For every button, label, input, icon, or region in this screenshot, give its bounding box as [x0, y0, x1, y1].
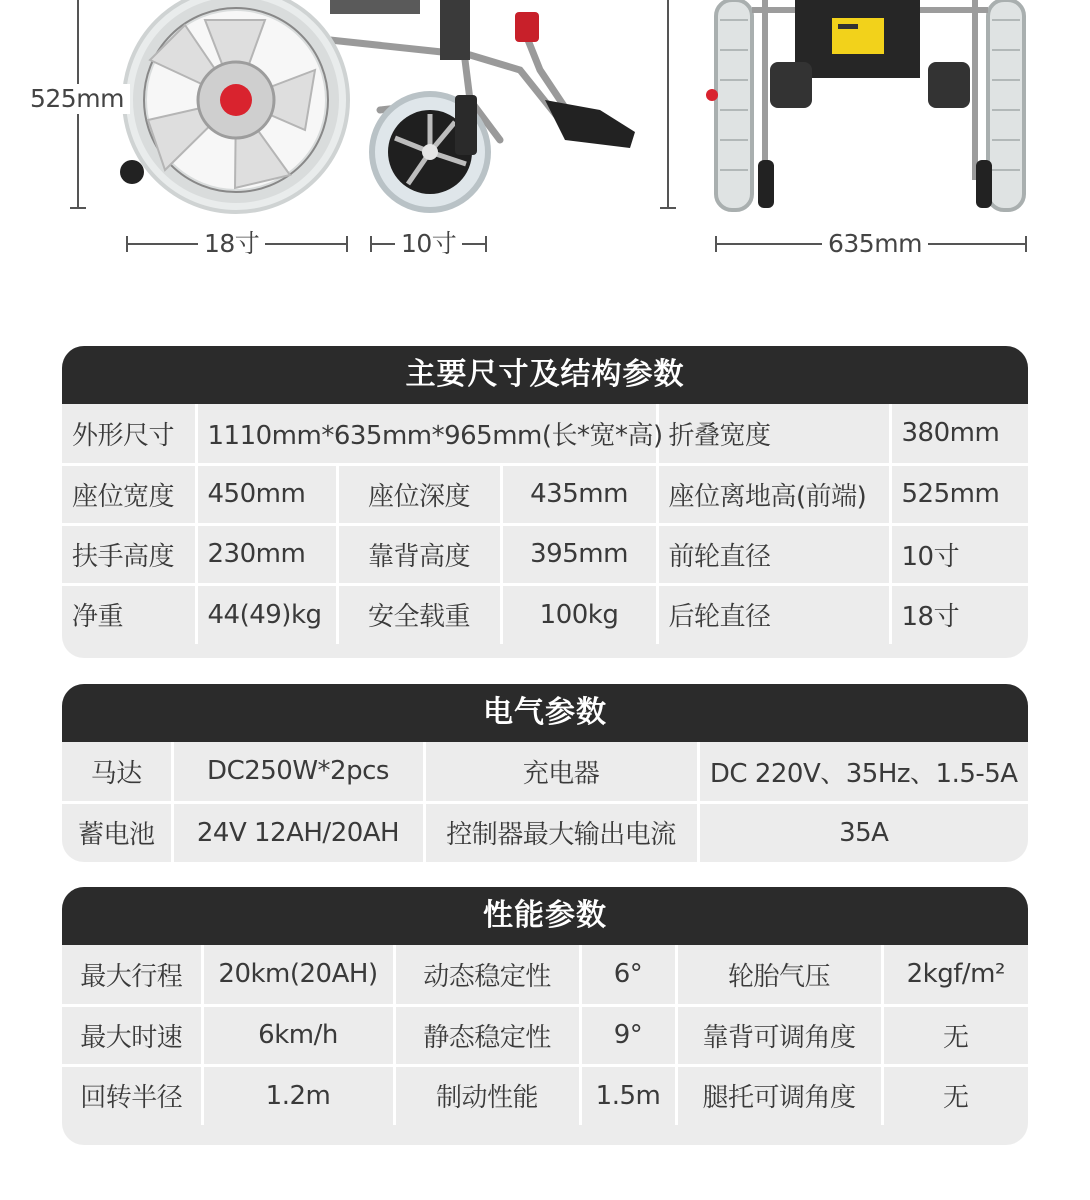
table-row — [62, 742, 1028, 802]
spec-value: 100kg — [501, 584, 657, 644]
spec-key: 马达 — [62, 742, 172, 802]
spec-value: 1.2m — [202, 1065, 394, 1125]
spec-key: 靠背高度 — [337, 524, 501, 584]
electrical-spec-panel — [62, 684, 1028, 862]
spec-key: 座位宽度 — [62, 464, 196, 524]
spec-value: 230mm — [196, 524, 337, 584]
performance-spec-title: 性能参数 — [62, 887, 1028, 945]
height-dimension-label: 525mm — [24, 84, 130, 114]
spec-value: 无 — [882, 1005, 1028, 1065]
structure-spec-panel — [62, 346, 1028, 658]
spec-key: 制动性能 — [394, 1065, 580, 1125]
front-wheel-size-label: 10寸 — [395, 229, 462, 259]
table-row — [62, 1065, 1028, 1125]
spec-key: 静态稳定性 — [394, 1005, 580, 1065]
spec-key: 前轮直径 — [657, 524, 890, 584]
table-row — [62, 584, 1028, 644]
spec-value: DC 220V、35Hz、1.5-5A — [698, 742, 1028, 802]
spec-value: 18寸 — [890, 584, 1028, 644]
spec-key: 扶手高度 — [62, 524, 196, 584]
spec-key: 靠背可调角度 — [676, 1005, 882, 1065]
spec-key: 座位离地高(前端) — [657, 464, 890, 524]
spec-value: 20km(20AH) — [202, 945, 394, 1005]
spec-key: 折叠宽度 — [657, 404, 890, 464]
table-row — [62, 945, 1028, 1005]
spec-value: 6km/h — [202, 1005, 394, 1065]
rear-wheel-size-label: 18寸 — [198, 229, 265, 259]
spec-value: 525mm — [890, 464, 1028, 524]
spec-value: 435mm — [501, 464, 657, 524]
spec-value: 450mm — [196, 464, 337, 524]
table-row — [62, 464, 1028, 524]
table-row — [62, 1005, 1028, 1065]
performance-spec-table — [62, 945, 1028, 1125]
spec-key: 蓄电池 — [62, 802, 172, 862]
spec-key: 动态稳定性 — [394, 945, 580, 1005]
spec-key: 外形尺寸 — [62, 404, 196, 464]
spec-value: DC250W*2pcs — [172, 742, 424, 802]
spec-key: 轮胎气压 — [676, 945, 882, 1005]
spec-key: 腿托可调角度 — [676, 1065, 882, 1125]
spec-value: 6° — [580, 945, 676, 1005]
spec-value: 9° — [580, 1005, 676, 1065]
spec-key: 座位深度 — [337, 464, 501, 524]
spec-value: 无 — [882, 1065, 1028, 1125]
spec-key: 控制器最大输出电流 — [424, 802, 698, 862]
spec-value: 1110mm*635mm*965mm(长*宽*高) — [196, 404, 657, 464]
wheelchair-front-view — [706, 0, 1024, 210]
spec-value: 35A — [698, 802, 1028, 862]
spec-value: 24V 12AH/20AH — [172, 802, 424, 862]
wheelchair-side-view — [120, 0, 635, 212]
spec-key: 最大时速 — [62, 1005, 202, 1065]
spec-key: 后轮直径 — [657, 584, 890, 644]
spec-key: 回转半径 — [62, 1065, 202, 1125]
table-row — [62, 524, 1028, 584]
electrical-spec-title: 电气参数 — [62, 684, 1028, 742]
product-photo-area — [0, 0, 1090, 290]
spec-value: 44(49)kg — [196, 584, 337, 644]
electrical-spec-table — [62, 742, 1028, 862]
spec-key: 安全载重 — [337, 584, 501, 644]
spec-key: 最大行程 — [62, 945, 202, 1005]
table-row — [62, 404, 1028, 464]
spec-key: 充电器 — [424, 742, 698, 802]
spec-value: 2kgf/m² — [882, 945, 1028, 1005]
table-row — [62, 802, 1028, 862]
performance-spec-panel — [62, 887, 1028, 1145]
width-dimension-label: 635mm — [822, 229, 928, 259]
spec-value: 380mm — [890, 404, 1028, 464]
structure-spec-title: 主要尺寸及结构参数 — [62, 346, 1028, 404]
spec-value: 10寸 — [890, 524, 1028, 584]
structure-spec-table — [62, 404, 1028, 644]
spec-value: 395mm — [501, 524, 657, 584]
spec-key: 净重 — [62, 584, 196, 644]
spec-value: 1.5m — [580, 1065, 676, 1125]
